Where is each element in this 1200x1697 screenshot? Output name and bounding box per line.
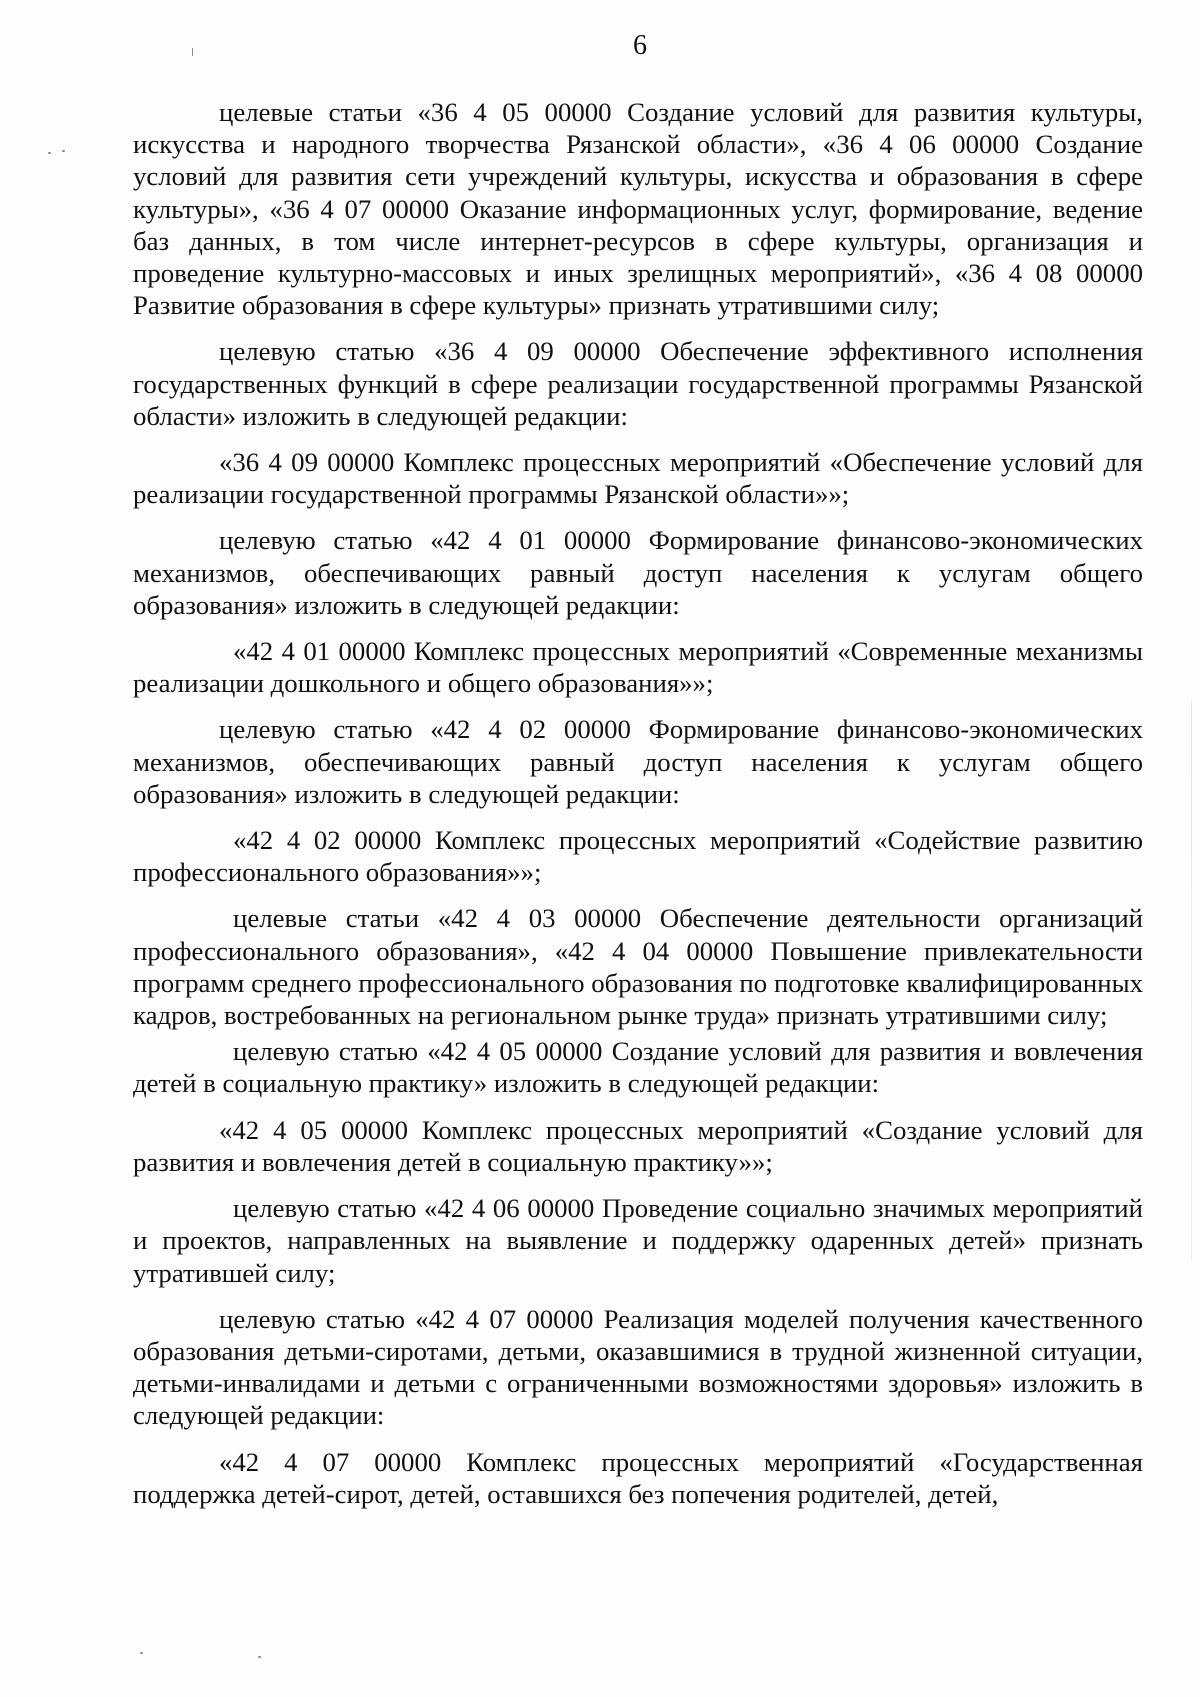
scan-speck xyxy=(258,1656,261,1658)
paragraph: целевую статью «42 4 02 00000 Формирование финансово-экономических механизмов, обеспечивающих равный доступ населения к услугам общего образования» изложить в следующей редакции: xyxy=(133,714,1143,809)
paragraph: «42 4 07 00000 Комплекс процессных мероприятий «Государственная поддержка детей-сирот, детей, оставшихся без попечения родителей, детей, xyxy=(133,1446,1143,1509)
scan-speck xyxy=(48,152,51,154)
paragraph: «42 4 02 00000 Комплекс процессных мероприятий «Содействие развитию профессионального образования»»; xyxy=(133,825,1143,888)
paragraph: «36 4 09 00000 Комплекс процессных мероприятий «Обеспечение условий для реализации государственной программы Рязанской области»»; xyxy=(133,447,1143,510)
paragraph: целевую статью «42 4 06 00000 Проведение социально значимых мероприятий и проектов, направленных на выявление и поддержку одаренных детей» признать утратившей силу; xyxy=(133,1193,1143,1288)
paragraph: целевую статью «36 4 09 00000 Обеспечение эффективного исполнения государственных функций в сфере реализации государственной программы Рязанской области» изложить в следующей редакции: xyxy=(133,336,1143,431)
paragraph: целевые статьи «36 4 05 00000 Создание условий для развития культуры, искусства и народного творчества Рязанской области», «36 4 06 00000 Создание условий для развития сети учреждений культуры, искусства и образования в сфере культуры», «36 4 07 00000 Оказание информационных услуг, формирование, ведение баз данных, в том числе интернет-ресурсов в сфере культуры, организация и проведение культурно-массовых и иных зрелищных мероприятий», «36 4 08 00000 Развитие образования в сфере культуры» признать утратившими силу; xyxy=(133,97,1143,321)
paragraph: «42 4 01 00000 Комплекс процессных мероприятий «Современные механизмы реализации дошкольного и общего образования»»; xyxy=(133,636,1143,699)
paragraph: целевую статью «42 4 01 00000 Формирование финансово-экономических механизмов, обеспечивающих равный доступ населения к услугам общего образования» изложить в следующей редакции: xyxy=(133,525,1143,620)
scan-speck xyxy=(140,1652,143,1654)
paragraph: целевые статьи «42 4 03 00000 Обеспечение деятельности организаций профессионального образования», «42 4 04 00000 Повышение привлекательности программ среднего профессионального образования по подготовке квалифицированных кадров, востребованных на региональном рынке труда» признать утратившими силу; xyxy=(133,903,1143,1031)
scan-speck xyxy=(192,48,193,56)
scan-speck xyxy=(62,150,65,152)
document-body xyxy=(133,96,1143,1524)
paragraph: целевую статью «42 4 05 00000 Создание условий для развития и вовлечения детей в социальную практику» изложить в следующей редакции: xyxy=(133,1036,1143,1099)
scan-edge-shadow xyxy=(1191,700,1192,1260)
paragraph: целевую статью «42 4 07 00000 Реализация моделей получения качественного образования детьми-сиротами, детьми, оказавшимися в трудной жизненной ситуации, детьми-инвалидами и детьми с ограниченными возможностями здоровья» изложить в следующей редакции: xyxy=(133,1303,1143,1431)
page-number: 6 xyxy=(633,30,647,61)
paragraph: «42 4 05 00000 Комплекс процессных мероприятий «Создание условий для развития и вовлечения детей в социальную практику»»; xyxy=(133,1114,1143,1177)
